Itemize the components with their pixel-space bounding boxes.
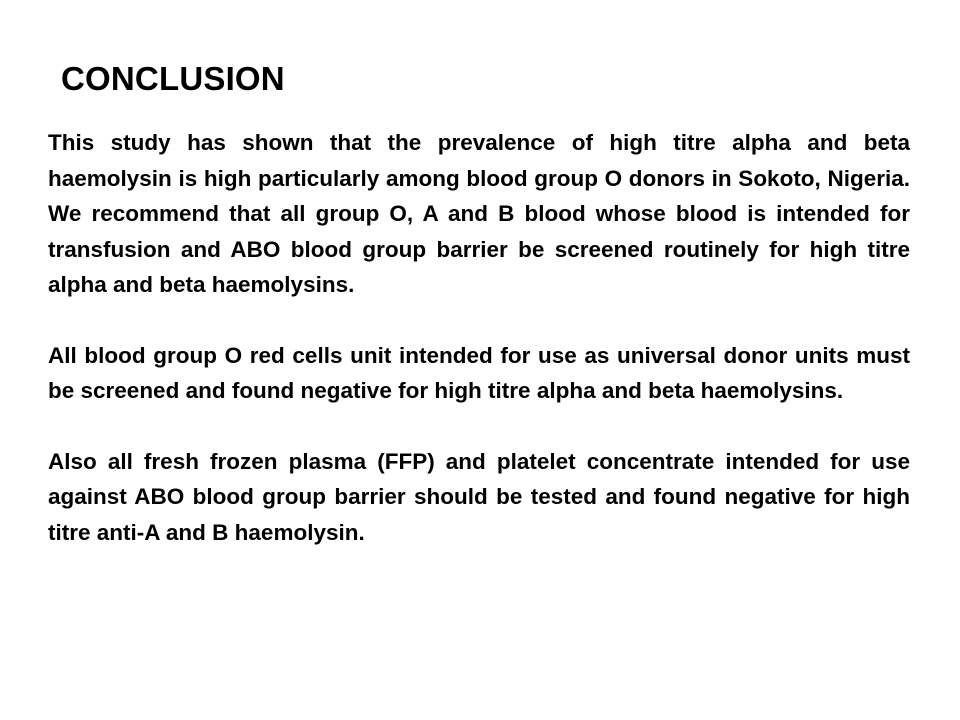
slide-body — [48, 125, 910, 550]
paragraph-plasma-platelets: Also all fresh frozen plasma (FFP) and platelet concentrate intended for use against ABO blood group barrier should be tested and found negative for high titre anti-A and B haemolysin. — [48, 448, 910, 545]
paragraph-findings: This study has shown that the prevalence of high titre alpha and beta haemolysin is high particularly among blood group O donors in Sokoto, Nigeria. We recommend that all group O, A and B blood whose blood is intended for transfusion and ABO blood group barrier be screened routinely for high titre alpha and beta haemolysins. — [48, 130, 910, 297]
paragraph-red-cells: All blood group O red cells unit intended for use as universal donor units must be screened and found negative for high titre alpha and beta haemolysins. — [48, 342, 910, 403]
slide-title: CONCLUSION — [61, 60, 285, 97]
